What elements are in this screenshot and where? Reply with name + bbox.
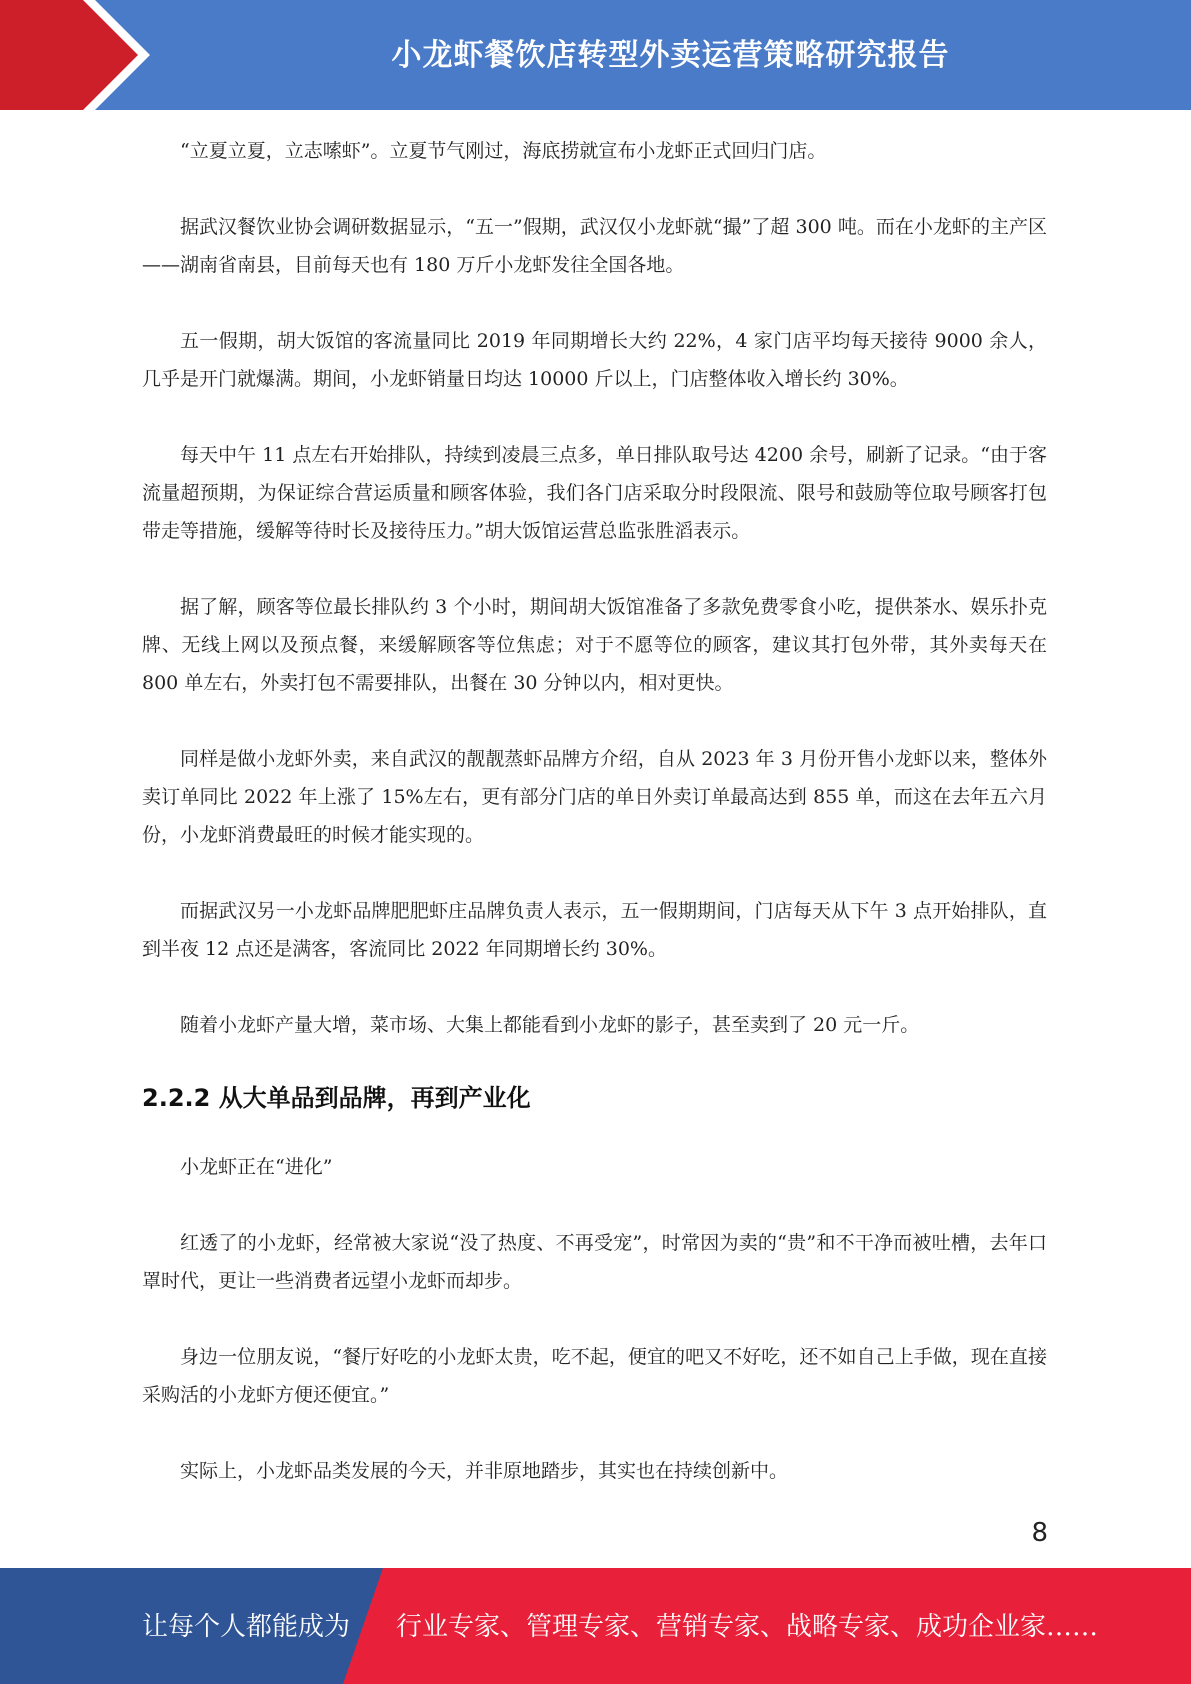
paragraph: 随着小龙虾产量大增，菜市场、大集上都能看到小龙虾的影子，甚至卖到了 20 元一斤。 bbox=[180, 1014, 920, 1036]
header-arrow-decoration bbox=[0, 0, 160, 110]
footer-slogan-right: 行业专家、管理专家、营销专家、战略专家、成功企业家…… bbox=[396, 1612, 1099, 1642]
paragraph: 而据武汉另一小龙虾品牌肥肥虾庄品牌负责人表示，五一假期期间，门店每天从下午 3 点开始排队，直到半夜 12 点还是满客，客流同比 2022 年同期增长约 30%。 bbox=[142, 900, 1047, 960]
paragraph: 据武汉餐饮业协会调研数据显示，“五一”假期，武汉仅小龙虾就“撮”了超 300 吨。而在小龙虾的主产区——湖南省南县，目前每天也有 180 万斤小龙虾发往全国各地。 bbox=[142, 216, 1047, 276]
document-body bbox=[142, 132, 1047, 1528]
paragraph: 五一假期，胡大饭馆的客流量同比 2019 年同期增长大约 22%，4 家门店平均每天接待 9000 余人，几乎是开门就爆满。期间，小龙虾销量日均达 10000 斤以上，门店整体收入增长约 30%。 bbox=[142, 330, 1047, 390]
page-footer bbox=[0, 1568, 1191, 1684]
paragraph: 身边一位朋友说，“餐厅好吃的小龙虾太贵，吃不起，便宜的吧又不好吃，还不如自己上手做，现在直接采购活的小龙虾方便还便宜。” bbox=[142, 1346, 1047, 1406]
paragraph: 实际上，小龙虾品类发展的今天，并非原地踏步，其实也在持续创新中。 bbox=[180, 1460, 789, 1482]
report-title: 小龙虾餐饮店转型外卖运营策略研究报告 bbox=[391, 38, 950, 73]
page-number: 8 bbox=[1031, 1518, 1048, 1548]
paragraph: 每天中午 11 点左右开始排队，持续到凌晨三点多，单日排队取号达 4200 余号，刷新了记录。“由于客流量超预期，为保证综合营运质量和顾客体验，我们各门店采取分时段限流、限号和鼓励等位取号顾客打包带走等措施，缓解等待时长及接待压力。”胡大饭馆运营总监张胜滔表示。 bbox=[142, 444, 1047, 542]
footer-slogan-left: 让每个人都能成为 bbox=[142, 1612, 351, 1642]
paragraph: 红透了的小龙虾，经常被大家说“没了热度、不再受宠”，时常因为卖的“贵”和不干净而被吐槽，去年口罩时代，更让一些消费者远望小龙虾而却步。 bbox=[142, 1232, 1047, 1292]
paragraph: 同样是做小龙虾外卖，来自武汉的靓靓蒸虾品牌方介绍，自从 2023 年 3 月份开售小龙虾以来，整体外卖订单同比 2022 年上涨了 15%左右，更有部分门店的单日外卖订单最高达到 855 单，而这在去年五六月份，小龙虾消费最旺的时候才能实现的。 bbox=[142, 748, 1047, 846]
paragraph: 据了解，顾客等位最长排队约 3 个小时，期间胡大饭馆准备了多款免费零食小吃，提供茶水、娱乐扑克牌、无线上网以及预点餐，来缓解顾客等位焦虑；对于不愿等位的顾客，建议其打包外带，其外卖每天在 800 单左右，外卖打包不需要排队，出餐在 30 分钟以内，相对更快。 bbox=[142, 596, 1047, 694]
paragraph: “立夏立夏，立志嗦虾”。立夏节气刚过，海底捞就宣布小龙虾正式回归门店。 bbox=[180, 140, 827, 162]
page-header bbox=[0, 0, 1191, 110]
paragraph: 小龙虾正在“进化” bbox=[180, 1156, 333, 1178]
section-heading: 2.2.2 从大单品到品牌，再到产业化 bbox=[142, 1084, 531, 1112]
